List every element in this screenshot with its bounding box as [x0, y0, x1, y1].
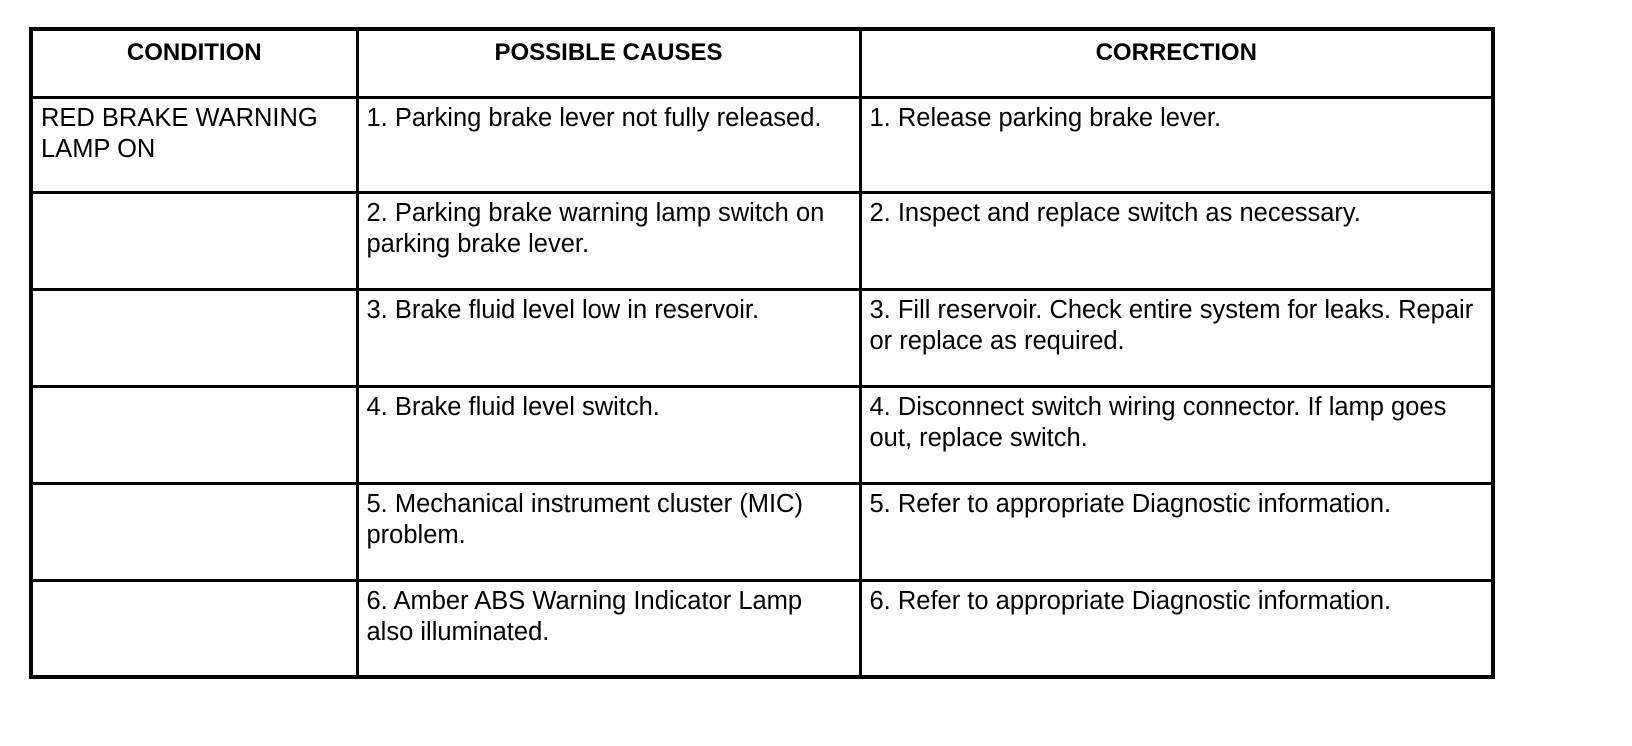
header-row: [31, 29, 1493, 97]
correction-cell: 2. Inspect and replace switch as necessary.: [860, 192, 1493, 289]
cause-cell: 6. Amber ABS Warning Indicator Lamp also illuminated.: [357, 580, 860, 677]
cause-cell: 2. Parking brake warning lamp switch on parking brake lever.: [357, 192, 860, 289]
cause-cell: 3. Brake fluid level low in reservoir.: [357, 289, 860, 386]
correction-cell: 6. Refer to appropriate Diagnostic information.: [860, 580, 1493, 677]
correction-cell: 3. Fill reservoir. Check entire system for leaks. Repair or replace as required.: [860, 289, 1493, 386]
table-row: [31, 97, 1493, 192]
cause-cell: 1. Parking brake lever not fully released.: [357, 97, 860, 192]
header-possible-causes: POSSIBLE CAUSES: [357, 29, 860, 97]
table-body: [31, 97, 1493, 677]
table-row: [31, 386, 1493, 483]
condition-cell: [31, 289, 357, 386]
diagnosis-table: [29, 27, 1495, 679]
table-row: [31, 289, 1493, 386]
table-header: [31, 29, 1493, 97]
correction-cell: 1. Release parking brake lever.: [860, 97, 1493, 192]
cause-cell: 4. Brake fluid level switch.: [357, 386, 860, 483]
condition-cell: [31, 386, 357, 483]
condition-cell: [31, 483, 357, 580]
correction-cell: 4. Disconnect switch wiring connector. If lamp goes out, replace switch.: [860, 386, 1493, 483]
condition-cell: [31, 580, 357, 677]
table-row: [31, 580, 1493, 677]
correction-cell: 5. Refer to appropriate Diagnostic information.: [860, 483, 1493, 580]
condition-cell: RED BRAKE WARNING LAMP ON: [31, 97, 357, 192]
cause-cell: 5. Mechanical instrument cluster (MIC) problem.: [357, 483, 860, 580]
header-correction: CORRECTION: [860, 29, 1493, 97]
condition-cell: [31, 192, 357, 289]
table-row: [31, 483, 1493, 580]
table-row: [31, 192, 1493, 289]
header-condition: CONDITION: [31, 29, 357, 97]
